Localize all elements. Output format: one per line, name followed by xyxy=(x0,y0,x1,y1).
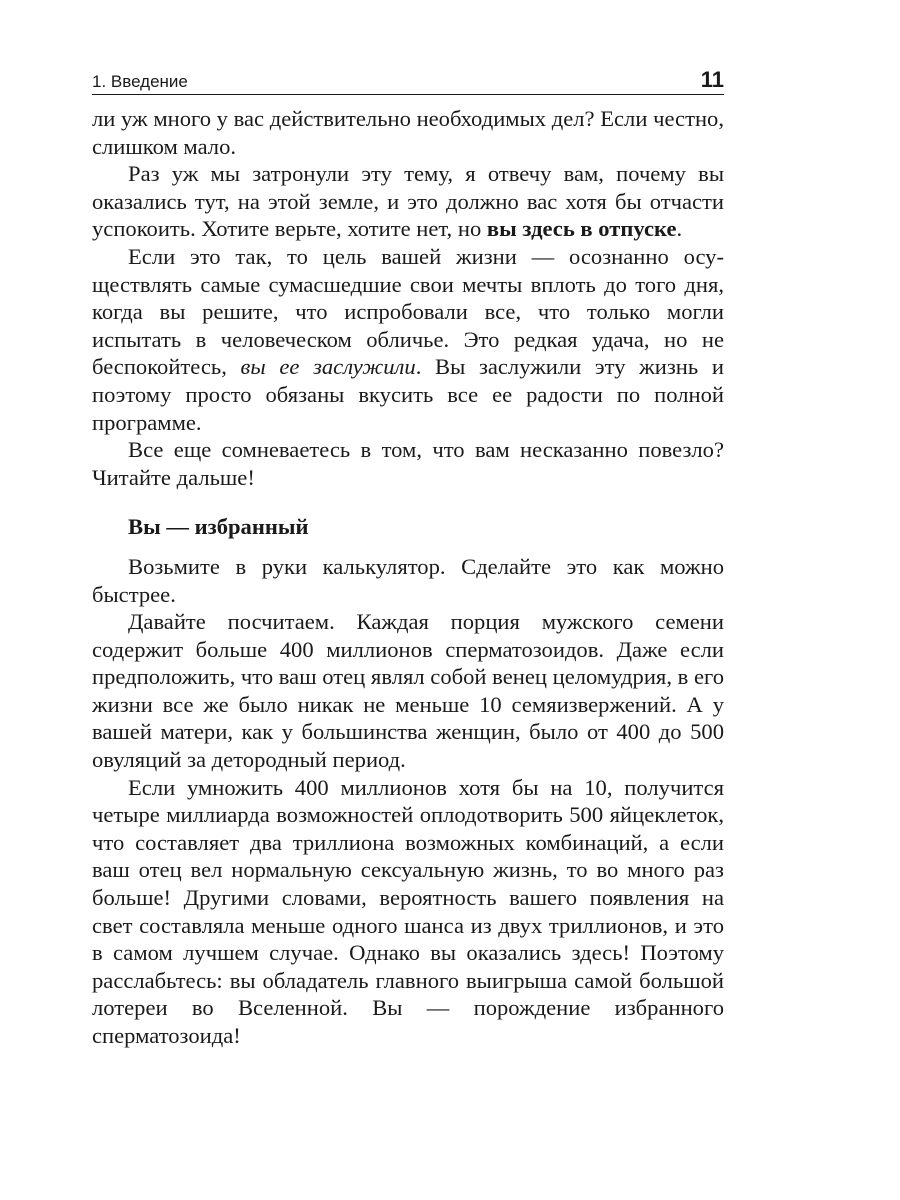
section-heading: Вы — избранный xyxy=(128,514,309,540)
paragraph-3-text: Если это так, то цель вашей жизни — осознанно осуществлять самые сумасшедшие свои мечты вплоть до того дня, когда вы решите, что испробовали все, что только могли испытать в человеческом обличье. Это редкая удача, но не беспокойтесь, xyxy=(92,243,724,380)
book-page xyxy=(92,64,724,1050)
paragraph-5: Возьмите в руки калькулятор. Сделайте это как можно быстрее. xyxy=(92,553,724,607)
paragraph-2-text: Раз уж мы затронули эту тему, я отвечу вам, почему вы оказались тут, на этой земле, и это должно вас хотя бы отчасти успокоить. Хотите верьте, хотите нет, но xyxy=(92,161,724,242)
paragraph-2 xyxy=(92,160,724,243)
paragraph-3 xyxy=(92,243,724,436)
paragraph-1: ли уж много у вас действительно необходимых дел? Если честно, слишком мало. xyxy=(92,106,724,159)
emphasis-deserved: вы ее заслужили xyxy=(240,354,416,380)
page-number: 11 xyxy=(700,67,724,92)
paragraph-4: Все еще сомневаетесь в том, что вам несказанно повезло? Читайте дальше! xyxy=(92,437,724,490)
running-header xyxy=(92,64,724,95)
body-text xyxy=(92,105,724,1050)
paragraph-7: Если умножить 400 миллионов хотя бы на 10, получится четыре миллиарда возможностей оплодотворить 500 яйцеклеток, что составляет два триллиона возможных комбинаций, а если ваш отец вел нормальную сексуальную жизнь, то во много раз больше! Другими словами, вероятность вашего появления на свет составляла меньше одного шанса из двух триллионов, и это в самом лучшем случае. Однако вы оказались здесь! Поэтому расслабьтесь: вы обладатель главного выигрыша самой большой лотереи во Вселенной. Вы — порождение избранного сперматозоида! xyxy=(92,774,724,1048)
emphasis-vacation: вы здесь в отпуске xyxy=(486,216,677,242)
chapter-title: 1. Введение xyxy=(92,72,188,91)
paragraph-3-end: . Вы заслужили эту жизнь и поэтому просто обязаны вкусить все ее радости по полной программе. xyxy=(92,354,724,435)
paragraph-6: Давайте посчитаем. Каждая порция мужского семени содержит больше 400 миллионов сперматозоидов. Даже если предположить, что ваш отец являл собой венец целомудрия, в его жизни все же было никак не меньше 10 семяизвержений. А у вашей матери, как у большинства женщин, было от 400 до 500 овуляций за детородный период. xyxy=(92,609,724,773)
paragraph-2-end: . xyxy=(676,216,683,242)
